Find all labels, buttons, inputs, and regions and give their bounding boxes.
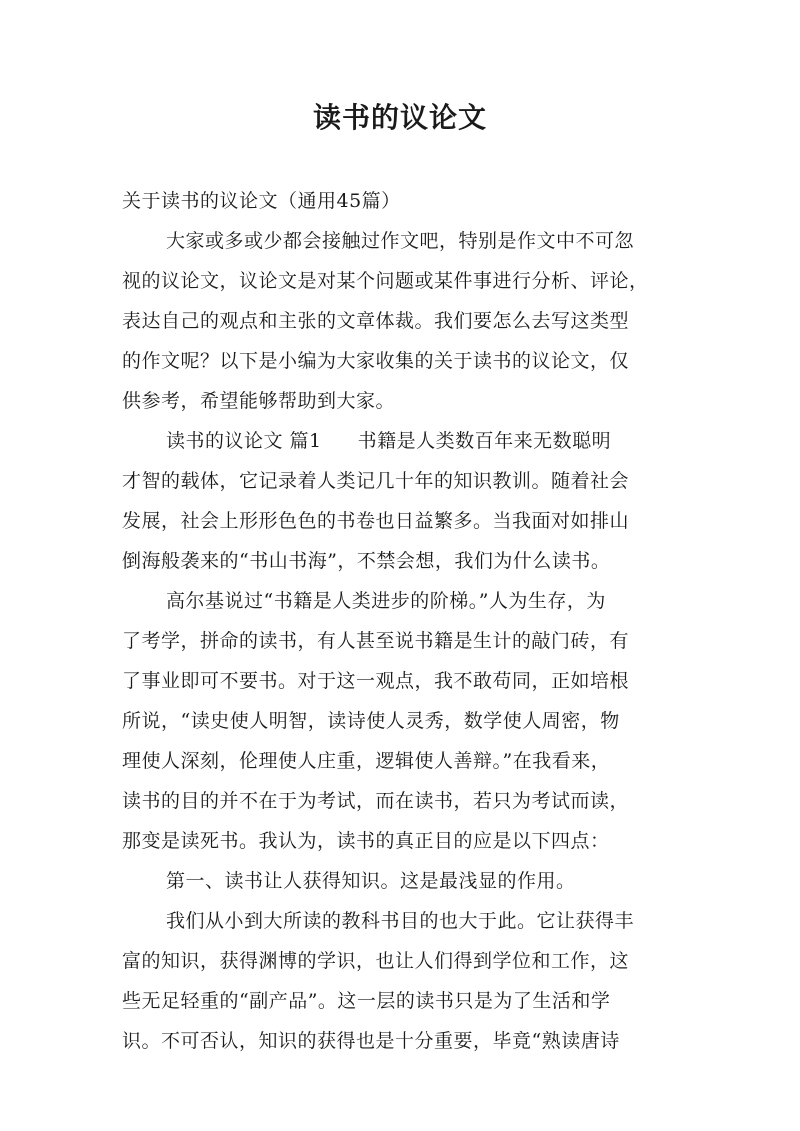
section-heading-line <box>122 421 692 461</box>
body-line: 才智的载体，它记录着人类记几十年的知识教训。随着社会 <box>122 470 630 492</box>
body-line: 供参考，希望能够帮助到大家。 <box>122 390 396 412</box>
body-line: 发展，社会上形形色色的书卷也日益繁多。当我面对如排山 <box>122 510 630 532</box>
body-line: 表达自己的观点和主张的文章体裁。我们要怎么去写这类型 <box>122 310 630 332</box>
body-line: 的作文呢？以下是小编为大家收集的关于读书的议论文，仅 <box>122 350 630 372</box>
body-line: 高尔基说过“书籍是人类进步的阶梯。”人为生存，为 <box>166 590 606 612</box>
body-line: 大家或多或少都会接触过作文吧，特别是作文中不可忽 <box>166 230 635 252</box>
body-line: 视的议论文，议论文是对某个问题或某件事进行分析、评论， <box>122 270 649 292</box>
body-line: 了考学，拼命的读书，有人甚至说书籍是生计的敲门砖，有 <box>122 630 630 652</box>
document-body <box>122 181 692 1061</box>
body-text: 书籍是人类数百年来无数聪明 <box>357 430 612 452</box>
body-line: 些无足轻重的“副产品”。这一层的读书只是为了生活和学 <box>122 990 611 1012</box>
body-line: 第一、读书让人获得知识。这是最浅显的作用。 <box>166 870 576 892</box>
body-line: 富的知识，获得渊博的学识，也让人们得到学位和工作，这 <box>122 950 630 972</box>
section-heading: 读书的议论文 篇1 <box>166 430 322 452</box>
body-line: 倒海般袭来的“书山书海”，不禁会想，我们为什么读书。 <box>122 550 611 572</box>
body-line: 那变是读死书。我认为，读书的真正目的应是以下四点： <box>122 830 610 852</box>
body-line: 识。不可否认，知识的获得也是十分重要，毕竟“熟读唐诗 <box>122 1030 620 1052</box>
body-line: 了事业即可不要书。对于这一观点，我不敢苟同，正如培根 <box>122 670 630 692</box>
body-line: 我们从小到大所读的教科书目的也大于此。它让获得丰 <box>166 910 635 932</box>
body-line: 读书的目的并不在于为考试，而在读书，若只为考试而读， <box>122 790 630 812</box>
body-line: 理使人深刻，伦理使人庄重，逻辑使人善辩。”在我看来， <box>122 750 611 772</box>
body-line: 所说，“读史使人明智，读诗使人灵秀，数学使人周密，物 <box>122 710 620 732</box>
document-subtitle: 关于读书的议论文（通用45篇） <box>122 190 401 212</box>
document-title: 读书的议论文 <box>312 101 487 134</box>
